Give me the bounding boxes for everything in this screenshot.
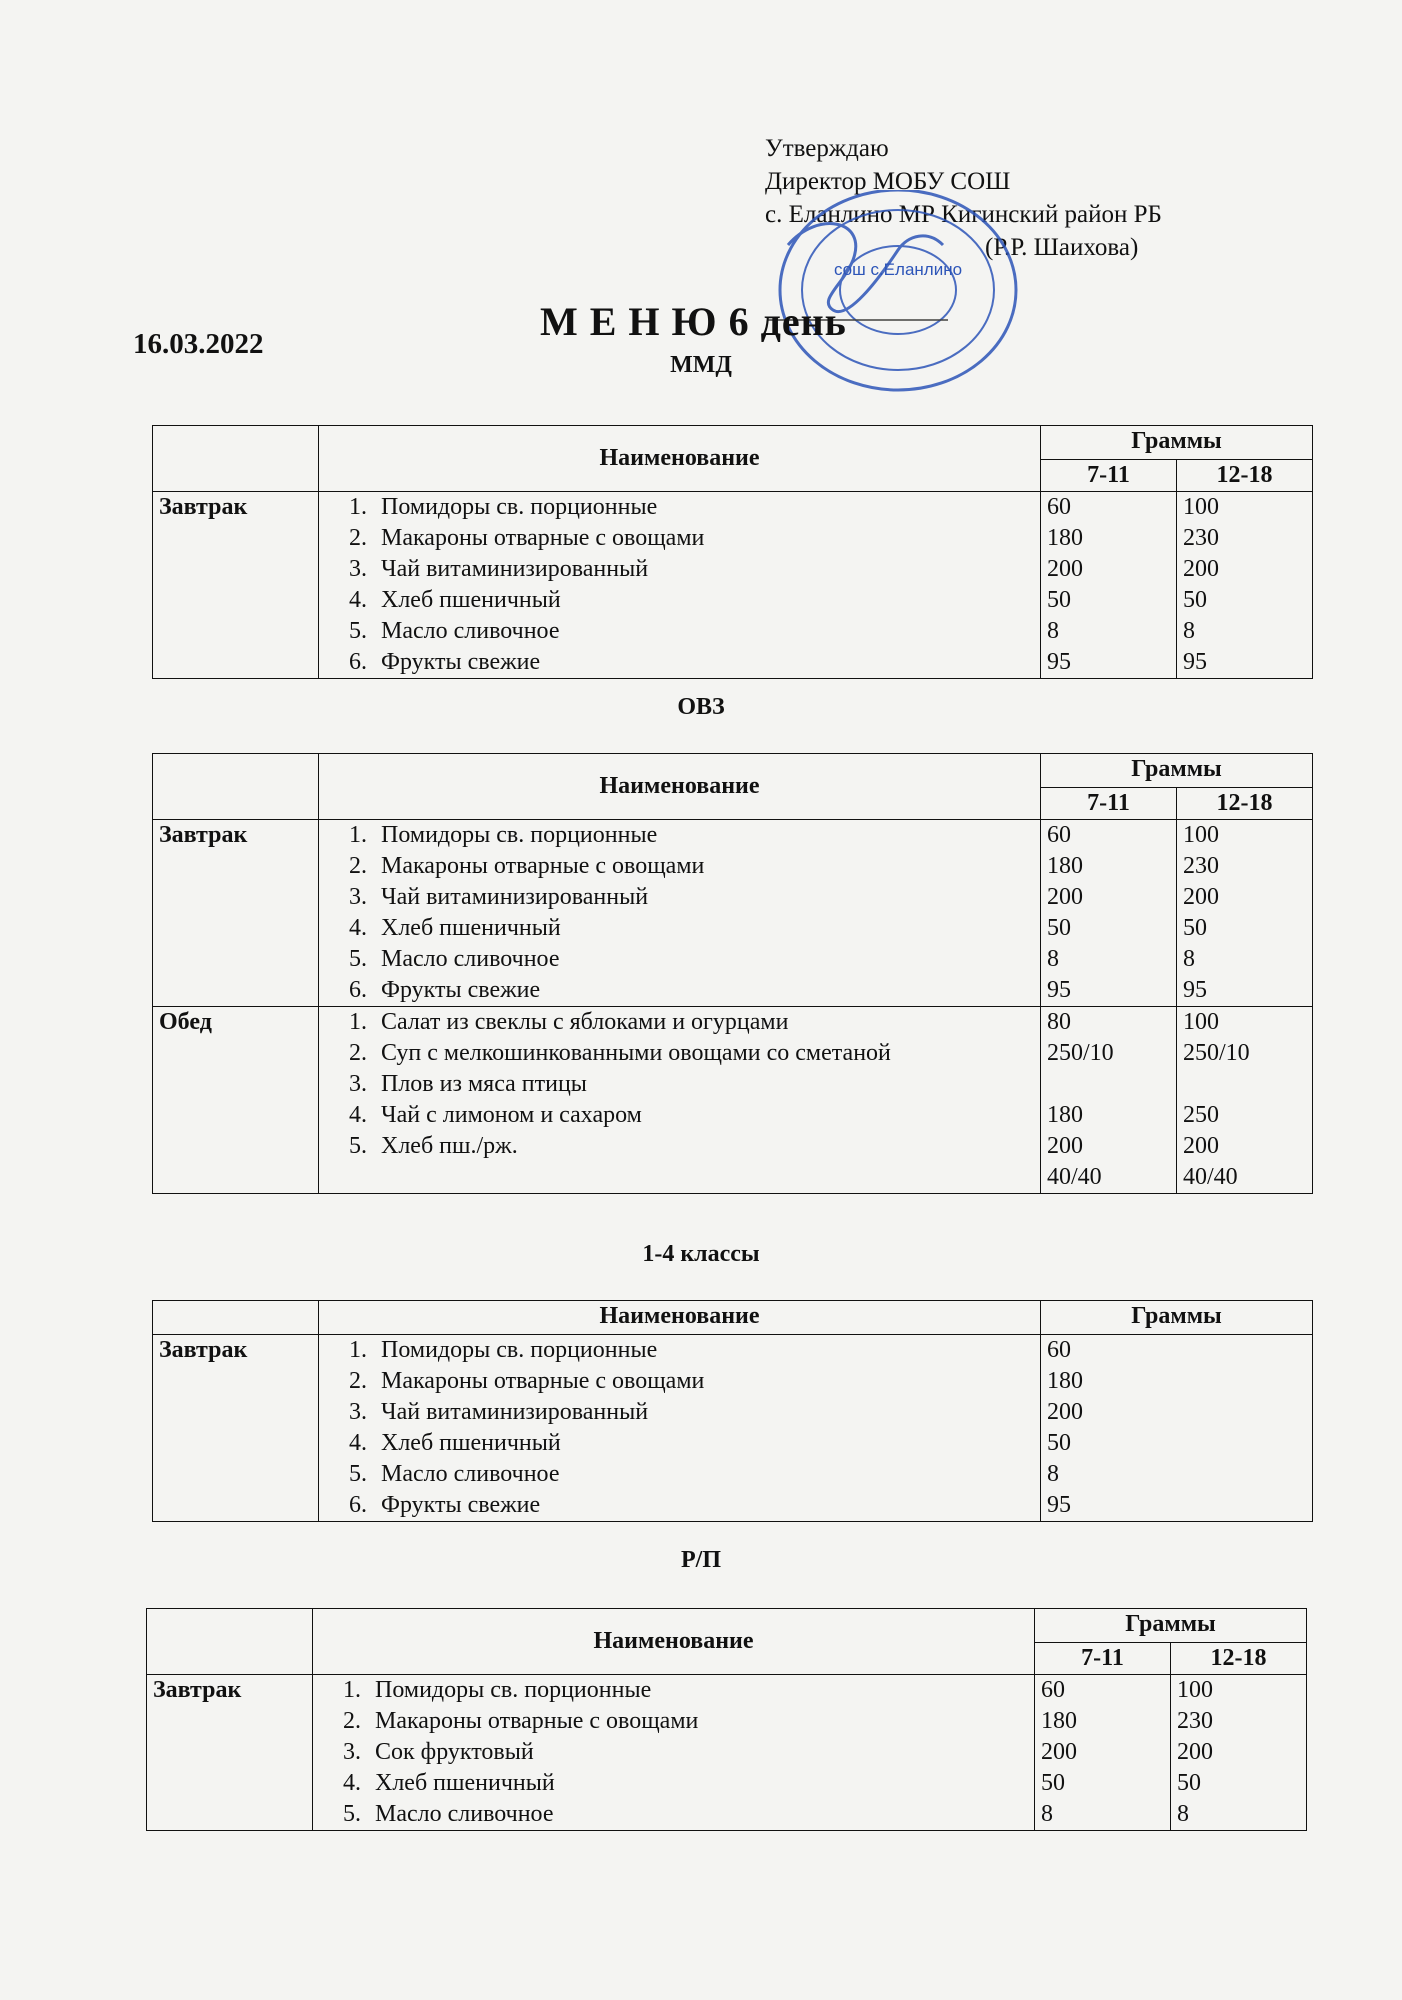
dish-item: 4. Хлеб пшеничный xyxy=(373,913,1034,944)
dish-item: 2. Суп с мелкошинкованными овощами со сметаной xyxy=(373,1038,1034,1069)
dish-item: 4. Чай с лимоном и сахаром xyxy=(373,1100,1034,1131)
header-name: Наименование xyxy=(319,754,1041,820)
grams-value: 180 xyxy=(1047,1102,1083,1128)
menu-title: М Е Н Ю 6 день xyxy=(540,299,847,344)
grams-value: 200 xyxy=(1047,1399,1083,1425)
grams-value: 95 xyxy=(1183,649,1207,675)
grams-value: 50 xyxy=(1047,915,1071,941)
grams-value: 8 xyxy=(1041,1801,1053,1827)
header-name: Наименование xyxy=(319,1301,1041,1335)
header-empty-cell xyxy=(153,426,319,492)
meal-name: Завтрак xyxy=(153,820,319,1007)
grams-value: 200 xyxy=(1041,1739,1077,1765)
meal-name: Завтрак xyxy=(147,1675,313,1831)
grams-value: 100 xyxy=(1183,494,1219,520)
dish-item: 1. Помидоры св. порционные xyxy=(367,1675,1028,1706)
grams-value: 180 xyxy=(1041,1708,1077,1734)
header-name: Наименование xyxy=(319,426,1041,492)
section-label-mmd: ММД xyxy=(670,352,732,378)
dish-item: 3. Чай витаминизированный xyxy=(373,1397,1034,1428)
grams-value: 50 xyxy=(1183,915,1207,941)
grams-value: 200 xyxy=(1047,1133,1083,1159)
grams-12-18-cell xyxy=(1171,1675,1307,1831)
grams-value: 95 xyxy=(1047,649,1071,675)
grams-value: 230 xyxy=(1183,525,1219,551)
grams-value: 250 xyxy=(1183,1102,1219,1128)
grams-value: 230 xyxy=(1177,1708,1213,1734)
dish-item: 5. Масло сливочное xyxy=(373,616,1034,647)
dish-item: 2. Макароны отварные с овощами xyxy=(373,523,1034,554)
grams-value: 100 xyxy=(1177,1677,1213,1703)
grams-12-18-cell xyxy=(1177,820,1313,1007)
grams-12-18-cell xyxy=(1177,492,1313,679)
dish-list-cell xyxy=(319,1335,1041,1522)
approval-line-2: Директор МОБУ СОШ xyxy=(765,168,1011,195)
dish-item: 5. Масло сливочное xyxy=(373,1459,1034,1490)
grams-value: 8 xyxy=(1183,618,1195,644)
grams-value: 50 xyxy=(1183,587,1207,613)
dish-item: 5. Масло сливочное xyxy=(373,944,1034,975)
approval-line-1: Утверждаю xyxy=(765,135,889,162)
dish-item: 4. Хлеб пшеничный xyxy=(373,585,1034,616)
grams-value: 40/40 xyxy=(1183,1164,1238,1190)
grams-value: 60 xyxy=(1047,1337,1071,1363)
approval-line-3: с. Еланлино МР Кигинский район РБ xyxy=(765,201,1162,228)
section-label-rp: Р/П xyxy=(681,1547,721,1573)
grams-value: 8 xyxy=(1047,1461,1059,1487)
dish-item: 6. Фрукты свежие xyxy=(373,1490,1034,1521)
menu-date: 16.03.2022 xyxy=(133,328,264,360)
grams-value: 230 xyxy=(1183,853,1219,879)
dish-item: 6. Фрукты свежие xyxy=(373,647,1034,678)
grams-value: 180 xyxy=(1047,525,1083,551)
signature-name: (Р.Р. Шаихова) xyxy=(985,234,1139,261)
dish-list-cell xyxy=(319,492,1041,679)
grams-value: 8 xyxy=(1047,618,1059,644)
dish-item: 3. Чай витаминизированный xyxy=(373,882,1034,913)
header-age-12-18: 12-18 xyxy=(1171,1643,1307,1675)
section-label-ovz: ОВЗ xyxy=(677,694,725,720)
dish-item: 1. Помидоры св. порционные xyxy=(373,1335,1034,1366)
grams-value xyxy=(1047,1069,1170,1100)
header-grams: Граммы xyxy=(1041,426,1313,460)
grams-value: 50 xyxy=(1177,1770,1201,1796)
dish-list-cell xyxy=(319,820,1041,1007)
header-empty-cell xyxy=(147,1609,313,1675)
dish-item: 2. Макароны отварные с овощами xyxy=(367,1706,1028,1737)
dish-item: 2. Макароны отварные с овощами xyxy=(373,851,1034,882)
header-grams: Граммы xyxy=(1035,1609,1307,1643)
grams-7-11-cell xyxy=(1041,1007,1177,1194)
grams-value: 95 xyxy=(1047,977,1071,1003)
dish-item: 4. Хлеб пшеничный xyxy=(373,1428,1034,1459)
header-name: Наименование xyxy=(313,1609,1035,1675)
dish-item: 5. Масло сливочное xyxy=(367,1799,1028,1830)
grams-value: 200 xyxy=(1183,884,1219,910)
grams-value: 100 xyxy=(1183,822,1219,848)
grams-value: 200 xyxy=(1183,1133,1219,1159)
meal-name: Завтрак xyxy=(153,492,319,679)
dish-item: 5. Хлеб пш./рж. xyxy=(373,1131,1034,1162)
grams-value: 95 xyxy=(1047,1492,1071,1518)
grams-cell xyxy=(1041,1335,1313,1522)
section-label-grades-1-4: 1-4 классы xyxy=(642,1241,760,1267)
menu-table-rp xyxy=(146,1608,1307,1831)
dish-item: 4. Хлеб пшеничный xyxy=(367,1768,1028,1799)
grams-value: 200 xyxy=(1047,884,1083,910)
grams-value: 180 xyxy=(1047,853,1083,879)
dish-item: 1. Салат из свеклы с яблоками и огурцами xyxy=(373,1007,1034,1038)
grams-7-11-cell xyxy=(1041,492,1177,679)
header-age-12-18: 12-18 xyxy=(1177,460,1313,492)
grams-value: 60 xyxy=(1047,822,1071,848)
grams-value: 60 xyxy=(1047,494,1071,520)
grams-value: 200 xyxy=(1183,556,1219,582)
grams-value: 200 xyxy=(1177,1739,1213,1765)
header-age-7-11: 7-11 xyxy=(1041,788,1177,820)
dish-item: 3. Чай витаминизированный xyxy=(373,554,1034,585)
dish-item: 3. Плов из мяса птицы xyxy=(373,1069,1034,1100)
grams-7-11-cell xyxy=(1035,1675,1171,1831)
grams-7-11-cell xyxy=(1041,820,1177,1007)
grams-12-18-cell xyxy=(1177,1007,1313,1194)
header-grams: Граммы xyxy=(1041,754,1313,788)
menu-table-grades-1-4 xyxy=(152,1300,1313,1522)
header-age-7-11: 7-11 xyxy=(1035,1643,1171,1675)
header-empty-cell xyxy=(153,754,319,820)
dish-list-cell xyxy=(313,1675,1035,1831)
grams-value: 8 xyxy=(1047,946,1059,972)
grams-value: 95 xyxy=(1183,977,1207,1003)
grams-value: 100 xyxy=(1183,1009,1219,1035)
grams-value: 50 xyxy=(1041,1770,1065,1796)
dish-item: 6. Фрукты свежие xyxy=(373,975,1034,1006)
grams-value: 250/10 xyxy=(1183,1040,1250,1066)
dish-list-cell xyxy=(319,1007,1041,1194)
header-age-7-11: 7-11 xyxy=(1041,460,1177,492)
header-age-12-18: 12-18 xyxy=(1177,788,1313,820)
meal-name: Завтрак xyxy=(153,1335,319,1522)
grams-value: 180 xyxy=(1047,1368,1083,1394)
meal-name: Обед xyxy=(153,1007,319,1194)
grams-value: 250/10 xyxy=(1047,1040,1114,1066)
header-empty-cell xyxy=(153,1301,319,1335)
grams-value: 200 xyxy=(1047,556,1083,582)
grams-value xyxy=(1183,1069,1306,1100)
header-grams: Граммы xyxy=(1041,1301,1313,1335)
grams-value: 8 xyxy=(1177,1801,1189,1827)
dish-item: 1. Помидоры св. порционные xyxy=(373,492,1034,523)
grams-value: 8 xyxy=(1183,946,1195,972)
grams-value: 50 xyxy=(1047,587,1071,613)
dish-item: 3. Сок фруктовый xyxy=(367,1737,1028,1768)
dish-item: 2. Макароны отварные с овощами xyxy=(373,1366,1034,1397)
grams-value: 50 xyxy=(1047,1430,1071,1456)
seal-text: сош с.Еланлино xyxy=(833,260,963,279)
menu-table-ovz xyxy=(152,753,1313,1194)
grams-value: 60 xyxy=(1041,1677,1065,1703)
grams-value: 80 xyxy=(1047,1009,1071,1035)
menu-table-mmd xyxy=(152,425,1313,679)
grams-value: 40/40 xyxy=(1047,1164,1102,1190)
dish-item: 1. Помидоры св. порционные xyxy=(373,820,1034,851)
